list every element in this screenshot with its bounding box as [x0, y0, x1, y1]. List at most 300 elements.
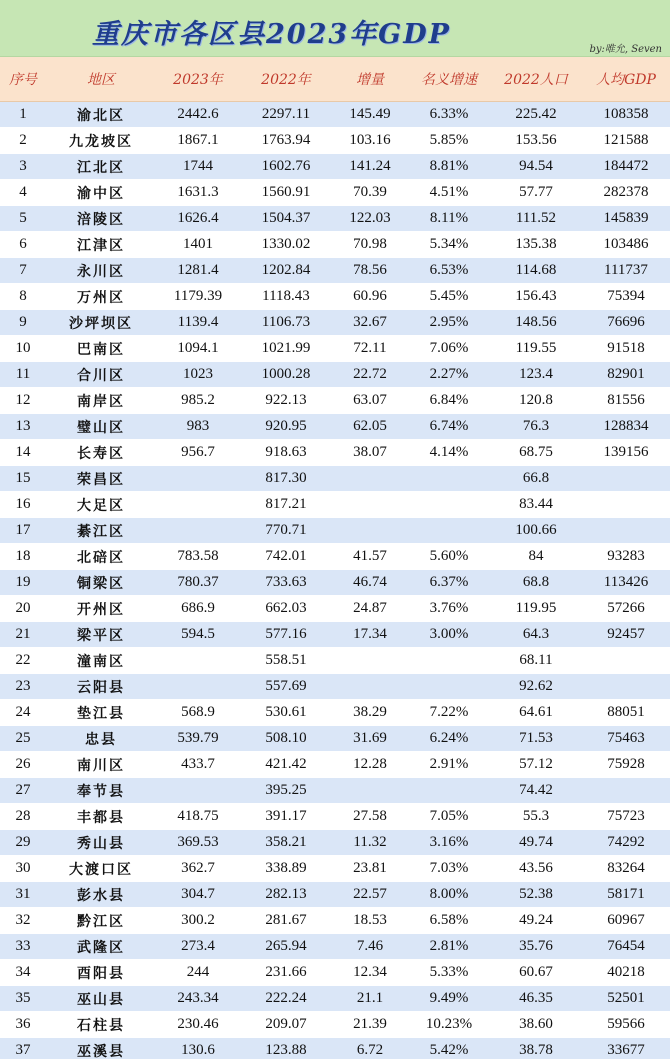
- cell-population-2022: 46.35: [490, 986, 582, 1012]
- cell-increase: [332, 466, 408, 492]
- cell-nominal-growth: 6.84%: [408, 388, 490, 414]
- cell-gdp-2022: 530.61: [240, 700, 332, 726]
- cell-region: 永川区: [46, 258, 156, 284]
- cell-population-2022: 119.95: [490, 596, 582, 622]
- cell-increase: 70.98: [332, 232, 408, 258]
- cell-gdp-2023: 568.9: [156, 700, 240, 726]
- cell-gdp-2022: 1504.37: [240, 206, 332, 232]
- cell-nominal-growth: 5.42%: [408, 1038, 490, 1059]
- cell-index: 5: [0, 206, 46, 232]
- cell-nominal-growth: 6.33%: [408, 102, 490, 128]
- cell-increase: 63.07: [332, 388, 408, 414]
- cell-population-2022: 74.42: [490, 778, 582, 804]
- cell-gdp-2022: 733.63: [240, 570, 332, 596]
- cell-population-2022: 94.54: [490, 154, 582, 180]
- cell-region: 九龙坡区: [46, 128, 156, 154]
- cell-gdp-2022: 577.16: [240, 622, 332, 648]
- cell-index: 23: [0, 674, 46, 700]
- cell-index: 30: [0, 856, 46, 882]
- cell-gdp-2022: 1106.73: [240, 310, 332, 336]
- cell-region: 江北区: [46, 154, 156, 180]
- table-row: [0, 414, 670, 440]
- cell-gdp-per-capita: 82901: [582, 362, 670, 388]
- cell-gdp-per-capita: 282378: [582, 180, 670, 206]
- cell-gdp-per-capita: [582, 648, 670, 674]
- cell-nominal-growth: 3.00%: [408, 622, 490, 648]
- cell-population-2022: 156.43: [490, 284, 582, 310]
- cell-population-2022: 55.3: [490, 804, 582, 830]
- cell-gdp-2023: 243.34: [156, 986, 240, 1012]
- table-row: [0, 102, 670, 128]
- cell-gdp-per-capita: [582, 518, 670, 544]
- cell-increase: 12.34: [332, 960, 408, 986]
- cell-nominal-growth: 2.81%: [408, 934, 490, 960]
- title-bar: [0, 0, 670, 57]
- cell-nominal-growth: 7.06%: [408, 336, 490, 362]
- cell-gdp-2022: 358.21: [240, 830, 332, 856]
- cell-gdp-2023: 956.7: [156, 440, 240, 466]
- cell-nominal-growth: 2.95%: [408, 310, 490, 336]
- cell-gdp-2022: 662.03: [240, 596, 332, 622]
- cell-gdp-per-capita: 92457: [582, 622, 670, 648]
- cell-increase: [332, 518, 408, 544]
- cell-increase: 60.96: [332, 284, 408, 310]
- cell-gdp-2023: 304.7: [156, 882, 240, 908]
- cell-population-2022: 68.8: [490, 570, 582, 596]
- cell-gdp-2023: 362.7: [156, 856, 240, 882]
- table-row: [0, 284, 670, 310]
- cell-gdp-2023: [156, 492, 240, 518]
- cell-gdp-2023: 369.53: [156, 830, 240, 856]
- table-row: [0, 804, 670, 830]
- cell-gdp-per-capita: 103486: [582, 232, 670, 258]
- cell-gdp-2022: 123.88: [240, 1038, 332, 1059]
- cell-increase: 6.72: [332, 1038, 408, 1059]
- cell-gdp-2023: 983: [156, 414, 240, 440]
- cell-index: 33: [0, 934, 46, 960]
- cell-index: 34: [0, 960, 46, 986]
- cell-region: 渝北区: [46, 102, 156, 128]
- cell-population-2022: 119.55: [490, 336, 582, 362]
- cell-gdp-2023: 1631.3: [156, 180, 240, 206]
- cell-nominal-growth: [408, 466, 490, 492]
- cell-index: 14: [0, 440, 46, 466]
- cell-gdp-2023: 539.79: [156, 726, 240, 752]
- cell-increase: 17.34: [332, 622, 408, 648]
- cell-increase: 24.87: [332, 596, 408, 622]
- cell-gdp-2023: 433.7: [156, 752, 240, 778]
- table-row: [0, 622, 670, 648]
- cell-nominal-growth: 8.11%: [408, 206, 490, 232]
- cell-region: 云阳县: [46, 674, 156, 700]
- cell-population-2022: 100.66: [490, 518, 582, 544]
- cell-index: 36: [0, 1012, 46, 1038]
- cell-region: 武隆区: [46, 934, 156, 960]
- cell-gdp-2023: [156, 518, 240, 544]
- table-row: [0, 492, 670, 518]
- cell-region: 涪陵区: [46, 206, 156, 232]
- cell-increase: 46.74: [332, 570, 408, 596]
- cell-gdp-per-capita: 60967: [582, 908, 670, 934]
- cell-gdp-2022: 222.24: [240, 986, 332, 1012]
- cell-population-2022: 57.12: [490, 752, 582, 778]
- cell-gdp-per-capita: 111737: [582, 258, 670, 284]
- cell-gdp-2022: 281.67: [240, 908, 332, 934]
- cell-gdp-per-capita: 75723: [582, 804, 670, 830]
- cell-gdp-2023: 418.75: [156, 804, 240, 830]
- cell-population-2022: 153.56: [490, 128, 582, 154]
- cell-gdp-per-capita: 145839: [582, 206, 670, 232]
- cell-increase: [332, 492, 408, 518]
- cell-nominal-growth: 10.23%: [408, 1012, 490, 1038]
- cell-region: 酉阳县: [46, 960, 156, 986]
- cell-increase: 78.56: [332, 258, 408, 284]
- cell-index: 22: [0, 648, 46, 674]
- cell-increase: 41.57: [332, 544, 408, 570]
- cell-region: 潼南区: [46, 648, 156, 674]
- cell-region: 忠县: [46, 726, 156, 752]
- cell-region: 长寿区: [46, 440, 156, 466]
- cell-gdp-2023: 594.5: [156, 622, 240, 648]
- cell-index: 17: [0, 518, 46, 544]
- cell-index: 15: [0, 466, 46, 492]
- cell-nominal-growth: 9.49%: [408, 986, 490, 1012]
- cell-increase: 70.39: [332, 180, 408, 206]
- cell-region: 大足区: [46, 492, 156, 518]
- cell-gdp-2023: 273.4: [156, 934, 240, 960]
- cell-population-2022: 84: [490, 544, 582, 570]
- cell-region: 巫山县: [46, 986, 156, 1012]
- header-population-2022: 2022人口: [490, 57, 582, 102]
- cell-population-2022: 43.56: [490, 856, 582, 882]
- cell-gdp-per-capita: 83264: [582, 856, 670, 882]
- cell-region: 秀山县: [46, 830, 156, 856]
- table-row: [0, 466, 670, 492]
- table-row: [0, 830, 670, 856]
- cell-gdp-per-capita: 76696: [582, 310, 670, 336]
- cell-population-2022: 92.62: [490, 674, 582, 700]
- cell-population-2022: 64.3: [490, 622, 582, 648]
- cell-index: 16: [0, 492, 46, 518]
- cell-region: 巫溪县: [46, 1038, 156, 1059]
- cell-gdp-2023: 1626.4: [156, 206, 240, 232]
- cell-increase: 122.03: [332, 206, 408, 232]
- cell-gdp-per-capita: 184472: [582, 154, 670, 180]
- cell-increase: 27.58: [332, 804, 408, 830]
- table-row: [0, 128, 670, 154]
- cell-nominal-growth: 2.91%: [408, 752, 490, 778]
- cell-gdp-2023: 1023: [156, 362, 240, 388]
- cell-gdp-2023: 1867.1: [156, 128, 240, 154]
- table-header-row: [0, 57, 670, 102]
- cell-gdp-2023: 2442.6: [156, 102, 240, 128]
- cell-population-2022: 38.60: [490, 1012, 582, 1038]
- cell-gdp-2022: 557.69: [240, 674, 332, 700]
- table-row: [0, 700, 670, 726]
- cell-gdp-per-capita: 128834: [582, 414, 670, 440]
- cell-gdp-2022: 742.01: [240, 544, 332, 570]
- cell-increase: 103.16: [332, 128, 408, 154]
- cell-gdp-2022: 817.21: [240, 492, 332, 518]
- cell-gdp-per-capita: 74292: [582, 830, 670, 856]
- cell-index: 20: [0, 596, 46, 622]
- cell-increase: 21.39: [332, 1012, 408, 1038]
- cell-gdp-per-capita: 93283: [582, 544, 670, 570]
- cell-population-2022: 66.8: [490, 466, 582, 492]
- cell-nominal-growth: 5.34%: [408, 232, 490, 258]
- cell-increase: 72.11: [332, 336, 408, 362]
- cell-population-2022: 60.67: [490, 960, 582, 986]
- cell-nominal-growth: 7.03%: [408, 856, 490, 882]
- cell-gdp-2022: 282.13: [240, 882, 332, 908]
- cell-gdp-per-capita: 57266: [582, 596, 670, 622]
- cell-gdp-2023: 783.58: [156, 544, 240, 570]
- cell-region: 黔江区: [46, 908, 156, 934]
- table-row: [0, 310, 670, 336]
- cell-gdp-per-capita: 88051: [582, 700, 670, 726]
- table-row: [0, 154, 670, 180]
- table-row: [0, 882, 670, 908]
- cell-increase: 141.24: [332, 154, 408, 180]
- cell-region: 大渡口区: [46, 856, 156, 882]
- cell-gdp-2022: 1763.94: [240, 128, 332, 154]
- cell-increase: 31.69: [332, 726, 408, 752]
- cell-increase: 11.32: [332, 830, 408, 856]
- cell-nominal-growth: 7.22%: [408, 700, 490, 726]
- cell-gdp-2022: 1330.02: [240, 232, 332, 258]
- table-row: [0, 206, 670, 232]
- cell-gdp-2022: 395.25: [240, 778, 332, 804]
- cell-index: 27: [0, 778, 46, 804]
- table-row: [0, 440, 670, 466]
- cell-gdp-per-capita: 113426: [582, 570, 670, 596]
- cell-gdp-2022: 421.42: [240, 752, 332, 778]
- cell-gdp-per-capita: 91518: [582, 336, 670, 362]
- cell-gdp-2023: 985.2: [156, 388, 240, 414]
- cell-gdp-2022: 231.66: [240, 960, 332, 986]
- table-body: [0, 102, 670, 1059]
- cell-region: 荣昌区: [46, 466, 156, 492]
- cell-gdp-2022: 1202.84: [240, 258, 332, 284]
- cell-region: 江津区: [46, 232, 156, 258]
- cell-gdp-per-capita: 75928: [582, 752, 670, 778]
- author-byline: by:唯允, Seven: [589, 44, 662, 55]
- cell-gdp-per-capita: 121588: [582, 128, 670, 154]
- table-row: [0, 336, 670, 362]
- cell-nominal-growth: 6.74%: [408, 414, 490, 440]
- table-row: [0, 934, 670, 960]
- cell-gdp-2023: 686.9: [156, 596, 240, 622]
- cell-gdp-2022: 1021.99: [240, 336, 332, 362]
- cell-index: 4: [0, 180, 46, 206]
- cell-index: 9: [0, 310, 46, 336]
- cell-nominal-growth: 7.05%: [408, 804, 490, 830]
- cell-population-2022: 35.76: [490, 934, 582, 960]
- cell-gdp-2022: 558.51: [240, 648, 332, 674]
- cell-population-2022: 123.4: [490, 362, 582, 388]
- cell-index: 26: [0, 752, 46, 778]
- cell-nominal-growth: 3.16%: [408, 830, 490, 856]
- cell-index: 2: [0, 128, 46, 154]
- cell-population-2022: 64.61: [490, 700, 582, 726]
- cell-index: 11: [0, 362, 46, 388]
- table-row: [0, 388, 670, 414]
- cell-index: 24: [0, 700, 46, 726]
- table-row: [0, 1012, 670, 1038]
- cell-region: 垫江县: [46, 700, 156, 726]
- cell-population-2022: 148.56: [490, 310, 582, 336]
- header-region: 地区: [46, 57, 156, 102]
- cell-index: 6: [0, 232, 46, 258]
- cell-nominal-growth: 6.58%: [408, 908, 490, 934]
- table-row: [0, 908, 670, 934]
- cell-nominal-growth: [408, 778, 490, 804]
- header-increase: 增量: [332, 57, 408, 102]
- cell-gdp-2022: 391.17: [240, 804, 332, 830]
- cell-gdp-2022: 2297.11: [240, 102, 332, 128]
- cell-gdp-2022: 922.13: [240, 388, 332, 414]
- cell-increase: 23.81: [332, 856, 408, 882]
- cell-increase: 12.28: [332, 752, 408, 778]
- cell-index: 12: [0, 388, 46, 414]
- cell-region: 万州区: [46, 284, 156, 310]
- cell-nominal-growth: [408, 648, 490, 674]
- cell-increase: 7.46: [332, 934, 408, 960]
- cell-gdp-2023: 780.37: [156, 570, 240, 596]
- cell-population-2022: 49.24: [490, 908, 582, 934]
- cell-gdp-per-capita: 33677: [582, 1038, 670, 1059]
- cell-index: 3: [0, 154, 46, 180]
- cell-gdp-2023: 1744: [156, 154, 240, 180]
- cell-region: 丰都县: [46, 804, 156, 830]
- cell-gdp-2022: 1560.91: [240, 180, 332, 206]
- cell-population-2022: 76.3: [490, 414, 582, 440]
- table-row: [0, 180, 670, 206]
- cell-index: 32: [0, 908, 46, 934]
- table-row: [0, 856, 670, 882]
- cell-increase: [332, 778, 408, 804]
- cell-region: 南川区: [46, 752, 156, 778]
- cell-increase: 22.57: [332, 882, 408, 908]
- cell-gdp-per-capita: 139156: [582, 440, 670, 466]
- cell-gdp-2023: 1401: [156, 232, 240, 258]
- cell-gdp-per-capita: 75394: [582, 284, 670, 310]
- cell-gdp-2023: 1139.4: [156, 310, 240, 336]
- cell-gdp-2023: [156, 674, 240, 700]
- cell-index: 35: [0, 986, 46, 1012]
- cell-gdp-2022: 209.07: [240, 1012, 332, 1038]
- cell-increase: 22.72: [332, 362, 408, 388]
- cell-increase: 32.67: [332, 310, 408, 336]
- cell-nominal-growth: [408, 674, 490, 700]
- cell-gdp-2022: 817.30: [240, 466, 332, 492]
- table-row: [0, 544, 670, 570]
- cell-nominal-growth: 4.51%: [408, 180, 490, 206]
- cell-population-2022: 38.78: [490, 1038, 582, 1059]
- cell-region: 石柱县: [46, 1012, 156, 1038]
- cell-gdp-per-capita: 81556: [582, 388, 670, 414]
- header-index: 序号: [0, 57, 46, 102]
- cell-population-2022: 68.11: [490, 648, 582, 674]
- cell-gdp-2023: [156, 778, 240, 804]
- cell-gdp-2022: 1000.28: [240, 362, 332, 388]
- table-row: [0, 674, 670, 700]
- cell-increase: 62.05: [332, 414, 408, 440]
- table-row: [0, 648, 670, 674]
- cell-population-2022: 135.38: [490, 232, 582, 258]
- cell-gdp-2023: 1094.1: [156, 336, 240, 362]
- cell-region: 彭水县: [46, 882, 156, 908]
- cell-population-2022: 225.42: [490, 102, 582, 128]
- cell-gdp-2023: 1281.4: [156, 258, 240, 284]
- table-row: [0, 596, 670, 622]
- cell-index: 31: [0, 882, 46, 908]
- cell-region: 铜梁区: [46, 570, 156, 596]
- cell-gdp-2023: 130.6: [156, 1038, 240, 1059]
- cell-population-2022: 120.8: [490, 388, 582, 414]
- table-row: [0, 986, 670, 1012]
- cell-index: 1: [0, 102, 46, 128]
- cell-population-2022: 52.38: [490, 882, 582, 908]
- header-gdp-per-capita: 人均GDP: [582, 57, 670, 102]
- cell-nominal-growth: 4.14%: [408, 440, 490, 466]
- cell-region: 北碚区: [46, 544, 156, 570]
- cell-gdp-per-capita: [582, 674, 670, 700]
- table-row: [0, 778, 670, 804]
- cell-index: 28: [0, 804, 46, 830]
- header-gdp-2022: 2022年: [240, 57, 332, 102]
- cell-gdp-per-capita: 75463: [582, 726, 670, 752]
- cell-region: 南岸区: [46, 388, 156, 414]
- header-nominal-growth: 名义增速: [408, 57, 490, 102]
- cell-gdp-per-capita: 40218: [582, 960, 670, 986]
- cell-nominal-growth: [408, 518, 490, 544]
- cell-population-2022: 114.68: [490, 258, 582, 284]
- cell-region: 合川区: [46, 362, 156, 388]
- header-gdp-2023: 2023年: [156, 57, 240, 102]
- cell-region: 开州区: [46, 596, 156, 622]
- page-title: 重庆市各区县2023年GDP: [92, 19, 451, 50]
- cell-nominal-growth: 2.27%: [408, 362, 490, 388]
- cell-index: 19: [0, 570, 46, 596]
- cell-gdp-2023: 1179.39: [156, 284, 240, 310]
- cell-population-2022: 71.53: [490, 726, 582, 752]
- cell-nominal-growth: [408, 492, 490, 518]
- cell-population-2022: 111.52: [490, 206, 582, 232]
- cell-region: 渝中区: [46, 180, 156, 206]
- cell-gdp-per-capita: [582, 492, 670, 518]
- cell-index: 25: [0, 726, 46, 752]
- cell-gdp-2022: 265.94: [240, 934, 332, 960]
- cell-nominal-growth: 5.45%: [408, 284, 490, 310]
- cell-gdp-per-capita: [582, 466, 670, 492]
- cell-index: 29: [0, 830, 46, 856]
- table-row: [0, 960, 670, 986]
- cell-region: 綦江区: [46, 518, 156, 544]
- cell-gdp-per-capita: 108358: [582, 102, 670, 128]
- cell-gdp-2023: 244: [156, 960, 240, 986]
- cell-increase: [332, 674, 408, 700]
- cell-nominal-growth: 5.85%: [408, 128, 490, 154]
- table-row: [0, 1038, 670, 1059]
- cell-gdp-2022: 918.63: [240, 440, 332, 466]
- cell-gdp-2022: 1602.76: [240, 154, 332, 180]
- table-row: [0, 362, 670, 388]
- cell-index: 13: [0, 414, 46, 440]
- cell-index: 21: [0, 622, 46, 648]
- cell-region: 沙坪坝区: [46, 310, 156, 336]
- cell-nominal-growth: 8.00%: [408, 882, 490, 908]
